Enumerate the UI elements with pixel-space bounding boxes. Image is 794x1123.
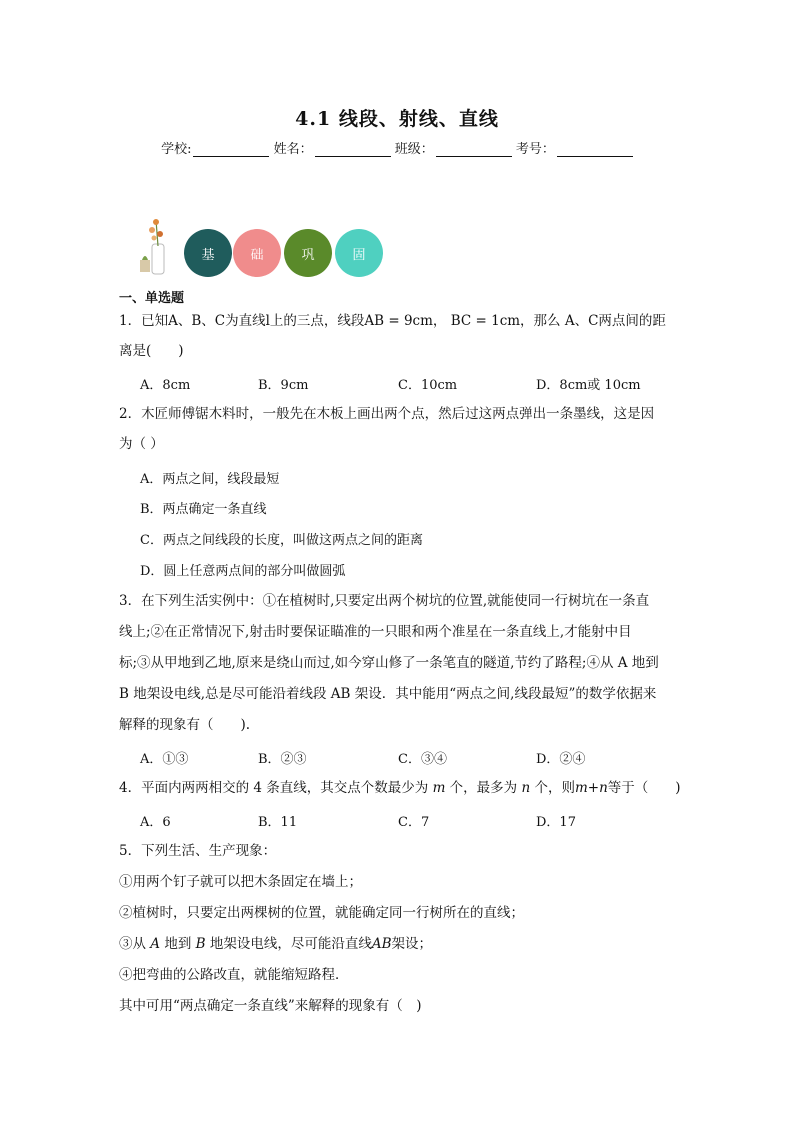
q5-item2: ②植树时，只要定出两棵树的位置，就能确定同一行树所在的直线； bbox=[119, 905, 524, 921]
q1-option-c[interactable]: C．10cm bbox=[398, 378, 458, 393]
q5-last: 其中可用“两点确定一条直线”来解释的现象有（ ) bbox=[119, 998, 422, 1014]
q2-option-b[interactable]: B．两点确定一条直线 bbox=[140, 502, 267, 517]
q2-option-a[interactable]: A．两点之间，线段最短 bbox=[140, 472, 280, 487]
banner-circle-3: 巩 bbox=[284, 229, 332, 277]
banner-circle-2: 础 bbox=[233, 229, 281, 277]
q5-item3-A: A bbox=[150, 936, 161, 952]
q3-option-b[interactable]: B．②③ bbox=[258, 752, 307, 767]
q2-line2: 为（ ） bbox=[119, 436, 164, 452]
student-info-line bbox=[0, 138, 794, 157]
school-blank[interactable] bbox=[193, 143, 269, 157]
q3-line3: 标;③从甲地到乙地,原来是绕山而过,如今穿山修了一条笔直的隧道,节约了路程;④从 A 地到 bbox=[119, 655, 659, 671]
exam-number-blank[interactable] bbox=[557, 143, 633, 157]
q5-item3-d: 架设； bbox=[391, 936, 433, 952]
q4-var-m: m bbox=[432, 780, 446, 796]
q4-option-b[interactable]: B．11 bbox=[258, 815, 298, 830]
plant-vase-icon bbox=[134, 216, 174, 276]
q4-line bbox=[119, 778, 681, 798]
exam-number-label: 考号： bbox=[515, 142, 555, 157]
q5-item4: ④把弯曲的公路改直，就能缩短路程． bbox=[119, 967, 349, 983]
q3-option-a[interactable]: A．①③ bbox=[140, 752, 189, 767]
q2-line1: 2．木匠师傅锯木料时，一般先在木板上画出两个点，然后过这两点弹出一条墨线，这是因 bbox=[119, 406, 655, 422]
q1-line2: 离是( ) bbox=[119, 343, 184, 359]
q5-item3-c: 地架设电线，尽可能沿直线 bbox=[205, 936, 372, 952]
q5-item3-a: ③从 bbox=[119, 936, 151, 952]
q5-item3 bbox=[119, 934, 432, 954]
q3-line5: 解释的现象有（ ). bbox=[119, 717, 251, 733]
q5-line1: 5．下列生活、生产现象： bbox=[119, 843, 277, 859]
q4-option-d[interactable]: D．17 bbox=[536, 815, 576, 830]
q1-option-a[interactable]: A．8cm bbox=[140, 378, 191, 393]
q3-line1: 3．在下列生活实例中：①在植树时,只要定出两个树坑的位置,就能使同一行树坑在一条直 bbox=[119, 593, 650, 609]
q4-text-post: 等于（ ) bbox=[607, 780, 681, 796]
q5-item3-AB: AB bbox=[371, 936, 392, 952]
q4-expr: m+n bbox=[574, 780, 608, 796]
q3-line2: 线上;②在正常情况下,射击时要保证瞄准的一只眼和两个准星在一条直线上,才能射中目 bbox=[119, 624, 632, 640]
banner-circle-4: 固 bbox=[335, 229, 383, 277]
q2-option-d[interactable]: D．圆上任意两点间的部分叫做圆弧 bbox=[140, 564, 346, 579]
q1-option-b[interactable]: B．9cm bbox=[258, 378, 309, 393]
q3-option-d[interactable]: D．②④ bbox=[536, 752, 586, 767]
q2-option-c[interactable]: C．两点之间线段的长度，叫做这两点之间的距离 bbox=[140, 533, 423, 548]
q1-option-d[interactable]: D．8cm或 10cm bbox=[536, 378, 641, 393]
banner-circle-1: 基 bbox=[184, 229, 232, 277]
q4-option-a[interactable]: A．6 bbox=[140, 815, 171, 830]
section-heading: 一、单选题 bbox=[119, 291, 185, 306]
q3-option-c[interactable]: C．③④ bbox=[398, 752, 447, 767]
name-label: 姓名： bbox=[273, 142, 313, 157]
q4-text-mid2: 个，则 bbox=[530, 780, 575, 796]
q4-option-c[interactable]: C．7 bbox=[398, 815, 430, 830]
q5-item3-B: B bbox=[195, 936, 206, 952]
class-blank[interactable] bbox=[436, 143, 512, 157]
q5-item1: ①用两个钉子就可以把木条固定在墙上； bbox=[119, 874, 362, 890]
q1-line1: 1．已知A、B、C为直线l上的三点，线段AB = 9cm， BC = 1cm，那么 A、C两点间的距 bbox=[119, 313, 666, 329]
page-title: 4.1 线段、射线、直线 bbox=[295, 108, 499, 130]
q3-line4: B 地架设电线,总是尽可能沿着线段 AB 架设．其中能用“两点之间,线段最短”的数学依据来 bbox=[119, 686, 657, 702]
q4-text-pre: 4．平面内两两相交的 4 条直线，其交点个数最少为 bbox=[119, 780, 433, 796]
q4-var-n: n bbox=[521, 780, 531, 796]
q5-item3-b: 地到 bbox=[160, 936, 196, 952]
school-label: 学校: bbox=[161, 142, 192, 157]
class-label: 班级： bbox=[394, 142, 434, 157]
name-blank[interactable] bbox=[315, 143, 391, 157]
q4-text-mid: 个，最多为 bbox=[445, 780, 522, 796]
